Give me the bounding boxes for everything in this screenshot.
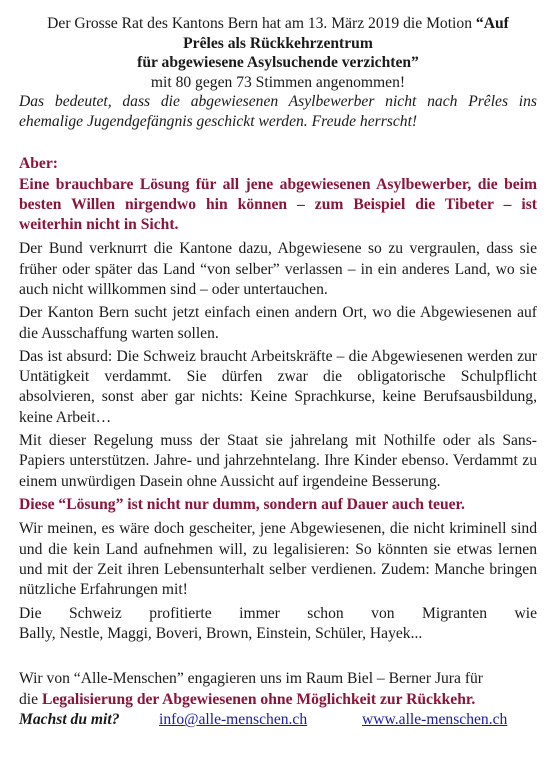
paragraph-bund: Der Bund verknurrt die Kantone dazu, Abgewiesene so zu vergraulen, dass sie früher oder später das Land “von selber” verlassen – in ein anderes Land, wo sie auch nicht willkommen sind – oder untertauchen. bbox=[19, 240, 537, 298]
warning-headline: Diese “Lösung” ist nicht nur dumm, sondern auf Dauer auch teuer. bbox=[19, 495, 465, 513]
spacer bbox=[19, 132, 537, 154]
website-link[interactable]: www.alle-menschen.ch bbox=[362, 711, 508, 729]
paragraph-nothilfe: Mit dieser Regelung muss der Staat sie jahrelang mit Nothilfe oder als Sans-Papiers unterstützen. Jahre- und jahrzehntelang. Ihre Kinder ebenso. Verdammt zu einem unwürdigen Dasein ohne Aussicht auf irgendeine Besserung. bbox=[19, 432, 537, 490]
motion-title-part3: für abgewiesene Asylsuchende verzichten” bbox=[137, 54, 419, 71]
meaning-text: Das bedeutet, dass die abgewiesenen Asylbewerber nicht nach Prêles ins ehemalige Jugendgefängnis geschickt werden. Freude herrscht! bbox=[19, 93, 537, 130]
vote-result: mit 80 gegen 73 Stimmen angenommen! bbox=[150, 73, 406, 91]
footer bbox=[19, 669, 537, 731]
call-to-action: Machst du mit? bbox=[19, 711, 120, 729]
email-link[interactable]: info@alle-menschen.ch bbox=[159, 711, 308, 729]
engage-text: Wir von “Alle-Menschen” engagieren uns im Raum Biel – Berner Jura für bbox=[19, 670, 484, 688]
migrants-line2: Bally, Nestle, Maggi, Boveri, Brown, Einstein, Schüler, Hayek... bbox=[19, 624, 423, 642]
motion-lead: Der Grosse Rat des Kantons Bern hat am 13. März 2019 die Motion bbox=[47, 15, 472, 32]
paragraph-proposal: Wir meinen, es wäre doch gescheiter, jene Abgewiesenen, die nicht kriminell sind und die kein Land aufnehmen will, zu legalisieren: So könnten sie etwas lernen und mit der Zeit ihren Lebensunterhalt selber verdienen. Zudem: Manche bringen nützliche Erfahrungen mit! bbox=[19, 520, 537, 599]
migrants-line1: Die Schweiz profitierte immer schon von Migranten wie bbox=[19, 604, 537, 622]
motion-announcement bbox=[19, 14, 537, 92]
paragraph-kanton: Der Kanton Bern sucht jetzt einfach einen andern Ort, wo die Abgewiesenen auf die Ausschaffung warten sollen. bbox=[19, 304, 537, 342]
aber-headline: Eine brauchbare Lösung für all jene abgewiesenen Asylbewerber, die beim besten Willen nirgendwo hin können – zum Beispiel die Tibeter – ist weiterhin nicht in Sicht. bbox=[19, 175, 537, 234]
aber-label: Aber: bbox=[19, 155, 58, 172]
motion-title-part1: “Auf bbox=[475, 15, 509, 32]
footer-die: die bbox=[19, 690, 39, 708]
legalization-goal: Legalisierung der Abgewiesenen ohne Möglichkeit zur Rückkehr. bbox=[41, 690, 476, 708]
contact-row bbox=[19, 710, 537, 731]
motion-title-part2: Prêles als Rückkehrzentrum bbox=[183, 34, 373, 52]
paragraph-absurd: Das ist absurd: Die Schweiz braucht Arbeitskräfte – die Abgewiesenen werden zur Untätigkeit verdammt. Sie dürfen zwar die obligatorische Schulpflicht absolvieren, sonst aber gar nichts: Keine Sprachkurse, keine Berufsausbildung, keine Arbeit… bbox=[19, 347, 537, 426]
spacer bbox=[19, 647, 537, 669]
